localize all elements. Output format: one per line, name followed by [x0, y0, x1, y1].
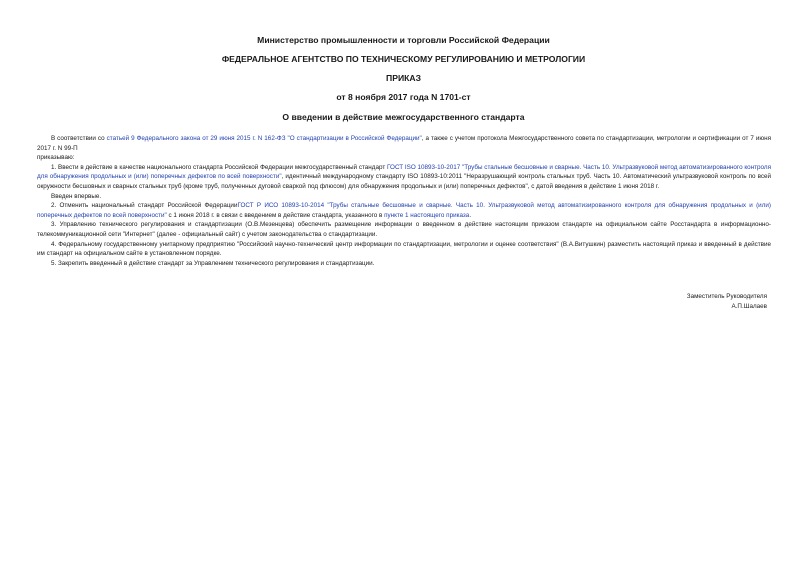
item-2-paragraph [37, 201, 771, 220]
item-1-paragraph [37, 163, 771, 192]
preamble-text: В соответствии со [51, 135, 107, 142]
preamble-paragraph [37, 134, 771, 153]
doc-date-number: от 8 ноября 2017 года N 1701-ст [336, 92, 471, 102]
law-link[interactable]: статьей 9 Федерального закона от 29 июня 2015 г. N 162-ФЗ "О стандартизации в Российской Федерации" [106, 135, 422, 142]
item-3-paragraph: 3. Управлению технического регулирования и стандартизации (О.В.Мезенцева) обеспечить размещение информации о введенном в действие настоящим приказом стандарте на официальном сайте Росстандарта в информационно-телекоммуникационной сети "Интернет" (далее - официальный сайт) с учетом законодательства о стандартизации. [37, 221, 771, 238]
signatory-name: А.П.Шалаев [731, 302, 767, 310]
doc-type-title: ПРИКАЗ [386, 73, 421, 83]
item-1-note: Введен впервые. [51, 192, 102, 200]
item-1-reference-link[interactable]: пункте 1 настоящего приказа [384, 211, 470, 219]
agency-title: ФЕДЕРАЛЬНОЕ АГЕНТСТВО ПО ТЕХНИЧЕСКОМУ РЕГУЛИРОВАНИЮ И МЕТРОЛОГИИ [221, 54, 586, 64]
signatory-position: Заместитель Руководителя [686, 293, 767, 300]
item-1-text-2: , идентичный международному стандарту ISO 10893-10:2011 "Неразрушающий контроль стальных труб. Часть 10. Автоматический ультразвуковой контроль по всей окружности бесшовных и сварных стальных труб (кроме труб, полученных дуговой сваркой под флюсом) для обнаружения продольных и (или) поперечных дефектов", с датой введения в действие 1 июня 2018 г. [37, 173, 772, 190]
item-4-paragraph: 4. Федеральному государственному унитарному предприятию "Российский научно-технический центр информации по стандартизации, метрологии и оценке соответствия" (В.А.Витушкин) разместить настоящий приказ и введенный в действие им стандарт на официальном сайте в установленном порядке. [37, 240, 771, 258]
doc-subject: О введении в действие межгосударственного стандарта [282, 112, 525, 122]
gost-r-iso-link[interactable]: ГОСТ Р ИСО 10893-10-2014 "Трубы стальные бесшовные и сварные. Часть 10. Ультразвуковой метод автоматизированного контроля для обнаружения продольных и (или) поперечных дефектов по всей поверхности" [37, 202, 771, 219]
item-5-paragraph: 5. Закрепить введенный в действие стандарт за Управлением технического регулирования и стандартизации. [51, 259, 375, 267]
preamble-text-2: , а также с учетом протокола Межгосударственного совета по стандартизации, метрологии и сертификации от 7 июня 2017 г. N 99-П [37, 135, 771, 152]
order-word: приказываю: [37, 154, 75, 162]
item-2-text-3: . [469, 211, 472, 219]
signature-block [687, 292, 767, 311]
ministry-title: Министерство промышленности и торговли Российской Федерации [257, 35, 550, 45]
item-1-text: 1. Ввести в действие в качестве национального стандарта Российской Федерации межгосударственный стандарт [51, 163, 387, 171]
item-2-text-2: с 1 июня 2018 г. в связи с введением в действие стандарта, указанного в [166, 211, 385, 219]
gost-iso-link[interactable]: ГОСТ ISO 10893-10-2017 "Трубы стальные бесшовные и сварные. Часть 10. Ультразвуковой метод автоматизированного контроля для обнаружения продольных и (или) поперечных дефектов по всей поверхности" [37, 163, 771, 181]
document-body [37, 134, 771, 268]
item-2-text: 2. Отменить национальный стандарт Российской Федерации [51, 202, 238, 210]
